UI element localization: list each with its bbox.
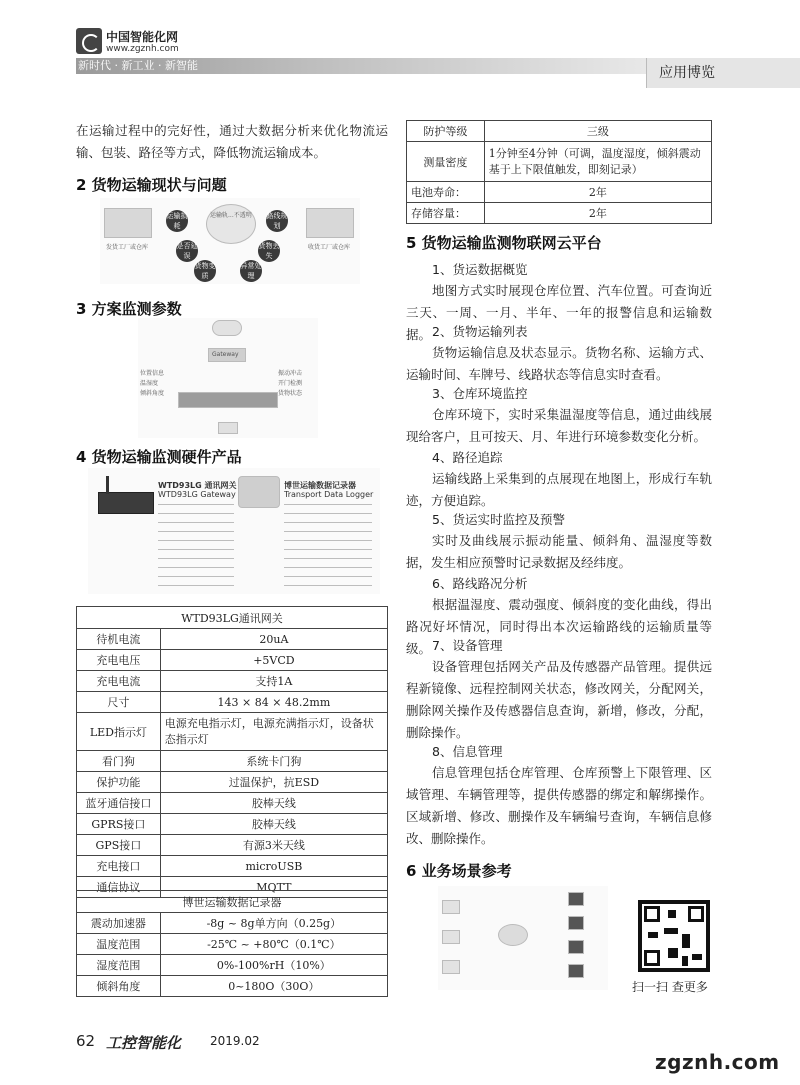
item-subheading: 4、路径追踪 bbox=[432, 450, 503, 465]
heading-scenario: 6 业务场景参考 bbox=[406, 862, 512, 880]
item-paragraph: 地图方式实时展现仓库位置、汽车位置。可查询近三天、一周、一月、半年、一年的报警信息和运输数据。 bbox=[406, 283, 712, 342]
table-row: 保护功能 过温保护，抗ESD bbox=[77, 772, 388, 793]
param-item: 位置信息 bbox=[140, 370, 165, 377]
antenna-icon bbox=[106, 476, 109, 494]
intro-paragraph: 在运输过程中的完好性，通过大数据分析来优化物流运输、包装、路径等方式，降低物流运输成本。 bbox=[76, 123, 388, 160]
table-row: 存储容量： 2年 bbox=[407, 203, 712, 224]
param-item: 倾斜角度 bbox=[140, 390, 165, 397]
table-title: 博世运输数据记录器 bbox=[77, 891, 388, 913]
issue-circle: 是否延误 bbox=[176, 242, 198, 260]
logger-title: 博世运输数据记录器 bbox=[284, 481, 356, 490]
sensor-icon bbox=[218, 422, 238, 434]
gateway-device-image bbox=[98, 492, 154, 514]
table-title: WTD93LG通讯网关 bbox=[77, 607, 388, 629]
section-tag: 应用博览 bbox=[646, 58, 800, 88]
qr-caption: 扫一扫 查更多 bbox=[632, 980, 708, 994]
table-row: 通信协议 MQTT bbox=[77, 877, 388, 898]
status-figure bbox=[100, 198, 360, 284]
warehouse-left-image bbox=[104, 208, 152, 238]
table-row: LED指示灯 电源充电指示灯，电源充满指示灯，设备状态指示灯 bbox=[77, 713, 388, 751]
issue-circle: 运输损耗 bbox=[166, 212, 188, 230]
table-row: 温度范围 -25℃ ~ +80℃（0.1℃） bbox=[77, 934, 388, 955]
table-row: 充电电流 支持1A bbox=[77, 671, 388, 692]
item-subheading: 8、信息管理 bbox=[432, 744, 503, 759]
item-subheading: 2、货物运输列表 bbox=[432, 324, 528, 339]
right-caption: 收货工厂或仓库 bbox=[308, 244, 351, 251]
scenario-figure bbox=[438, 886, 608, 990]
gateway-title: WTD93LG 通讯网关 bbox=[158, 481, 237, 490]
site-logo-icon bbox=[76, 28, 102, 54]
table-row: 看门狗 系统卡门狗 bbox=[77, 751, 388, 772]
item-subheading: 3、仓库环境监控 bbox=[432, 386, 528, 401]
item-paragraph: 信息管理包括仓库管理、仓库预警上下限管理、区域管理、车辆管理等，提供传感器的绑定和解绑操作。区域新增、修改、删操作及车辆编号查询，车辆信息修改、删除操作。 bbox=[406, 765, 712, 846]
param-item: 货物状态 bbox=[278, 390, 303, 397]
magazine-name: 工控智能化 bbox=[106, 1034, 182, 1052]
logger-device-image bbox=[238, 476, 280, 508]
item-paragraph: 货物运输信息及状态显示。货物名称、运输方式、运输时间、车牌号、线路状态等信息实时查看。 bbox=[406, 345, 712, 382]
item-subheading: 6、路线路况分析 bbox=[432, 576, 528, 591]
node-icon bbox=[568, 892, 584, 906]
node-icon bbox=[442, 960, 460, 974]
cloud-icon bbox=[212, 320, 242, 336]
param-item: 振动冲击 bbox=[278, 370, 303, 377]
gateway-label: Gateway bbox=[212, 351, 239, 358]
left-caption: 发货工厂或仓库 bbox=[106, 244, 149, 251]
table-row: 震动加速器 -8g ~ 8g单方向（0.25g） bbox=[77, 913, 388, 934]
page-number: 62 bbox=[76, 1032, 96, 1050]
heading-platform: 5 货物运输监测物联网云平台 bbox=[406, 234, 602, 252]
issue-circle: 异常处理 bbox=[240, 262, 262, 280]
item-subheading: 5、货运实时监控及预警 bbox=[432, 512, 565, 527]
gateway-spec-lines bbox=[158, 504, 234, 588]
gateway-subtitle: WTD93LG Gateway bbox=[158, 490, 236, 499]
heading-params: 3 方案监测参数 bbox=[76, 300, 182, 318]
right-spec-table bbox=[406, 120, 712, 224]
table-row: 测量密度 1分钟至4分钟（可调，温度湿度，倾斜震动基于上下限值触发，即刻记录） bbox=[407, 142, 712, 182]
params-figure bbox=[138, 318, 318, 438]
param-item: 开门检测 bbox=[278, 380, 303, 387]
qr-code-icon[interactable] bbox=[638, 900, 710, 972]
table-row: 待机电流 20uA bbox=[77, 629, 388, 650]
heading-hardware: 4 货物运输监测硬件产品 bbox=[76, 448, 242, 466]
node-icon bbox=[442, 900, 460, 914]
table-row: 电池寿命： 2年 bbox=[407, 182, 712, 203]
table-row: 蓝牙通信接口 胶棒天线 bbox=[77, 793, 388, 814]
truck-image bbox=[178, 392, 278, 408]
table-row: 防护等级 三级 bbox=[407, 121, 712, 142]
item-subheading: 7、设备管理 bbox=[432, 638, 503, 653]
table-row: 充电接口 microUSB bbox=[77, 856, 388, 877]
slogan: 新时代 · 新工业 · 新智能 bbox=[78, 59, 198, 72]
gateway-spec-table bbox=[76, 606, 388, 898]
item-paragraph: 根据温湿度、震动强度、倾斜度的变化曲线，得出路况好坏情况，同时得出本次运输路线的运输质量等级。 bbox=[406, 597, 712, 656]
node-icon bbox=[568, 964, 584, 978]
item-paragraph: 实时及曲线展示振动能量、倾斜角、温湿度等数据，发生相应预警时记录数据及经纬度。 bbox=[406, 533, 712, 570]
issue-date: 2019.02 bbox=[210, 1034, 260, 1048]
node-icon bbox=[442, 930, 460, 944]
table-row: 尺寸 143 × 84 × 48.2mm bbox=[77, 692, 388, 713]
logger-spec-table bbox=[76, 890, 388, 997]
item-subheading: 1、货运数据概览 bbox=[432, 262, 528, 277]
table-row: GPS接口 有源3米天线 bbox=[77, 835, 388, 856]
center-caption: 运输轨...不透明 bbox=[210, 212, 252, 219]
footer-website[interactable]: zgznh.com bbox=[655, 1050, 780, 1074]
logger-spec-lines bbox=[284, 504, 372, 588]
issue-circle: 路线规划 bbox=[266, 212, 288, 230]
hardware-figure bbox=[88, 468, 380, 594]
table-row: GPRS接口 胶棒天线 bbox=[77, 814, 388, 835]
issue-circle: 货物丢失 bbox=[258, 242, 280, 260]
item-paragraph: 设备管理包括网关产品及传感器产品管理。提供远程新镜像、远程控制网关状态，修改网关，分配网关，删除网关操作及传感器信息查询，新增，修改，分配，删除操作。 bbox=[406, 659, 712, 740]
item-paragraph: 仓库环境下，实时采集温湿度等信息，通过曲线展现给客户，且可按天、月、年进行环境参数变化分析。 bbox=[406, 407, 712, 444]
heading-status: 2 货物运输现状与问题 bbox=[76, 176, 227, 194]
table-row: 充电电压 +5VCD bbox=[77, 650, 388, 671]
item-paragraph: 运输线路上采集到的点展现在地图上，形成行车轨迹，方便追踪。 bbox=[406, 471, 712, 508]
node-icon bbox=[568, 940, 584, 954]
table-row: 倾斜角度 0~180O（30O） bbox=[77, 976, 388, 997]
site-url[interactable]: www.zgznh.com bbox=[106, 44, 179, 54]
cloud-hub-icon bbox=[498, 924, 528, 946]
logger-subtitle: Transport Data Logger bbox=[284, 490, 374, 499]
site-name: 中国智能化网 bbox=[106, 30, 179, 44]
node-icon bbox=[568, 916, 584, 930]
param-item: 温湿度 bbox=[140, 380, 159, 387]
issue-circle: 货物变质 bbox=[194, 262, 216, 280]
warehouse-right-image bbox=[306, 208, 354, 238]
table-row: 湿度范围 0%-100%rH（10%） bbox=[77, 955, 388, 976]
